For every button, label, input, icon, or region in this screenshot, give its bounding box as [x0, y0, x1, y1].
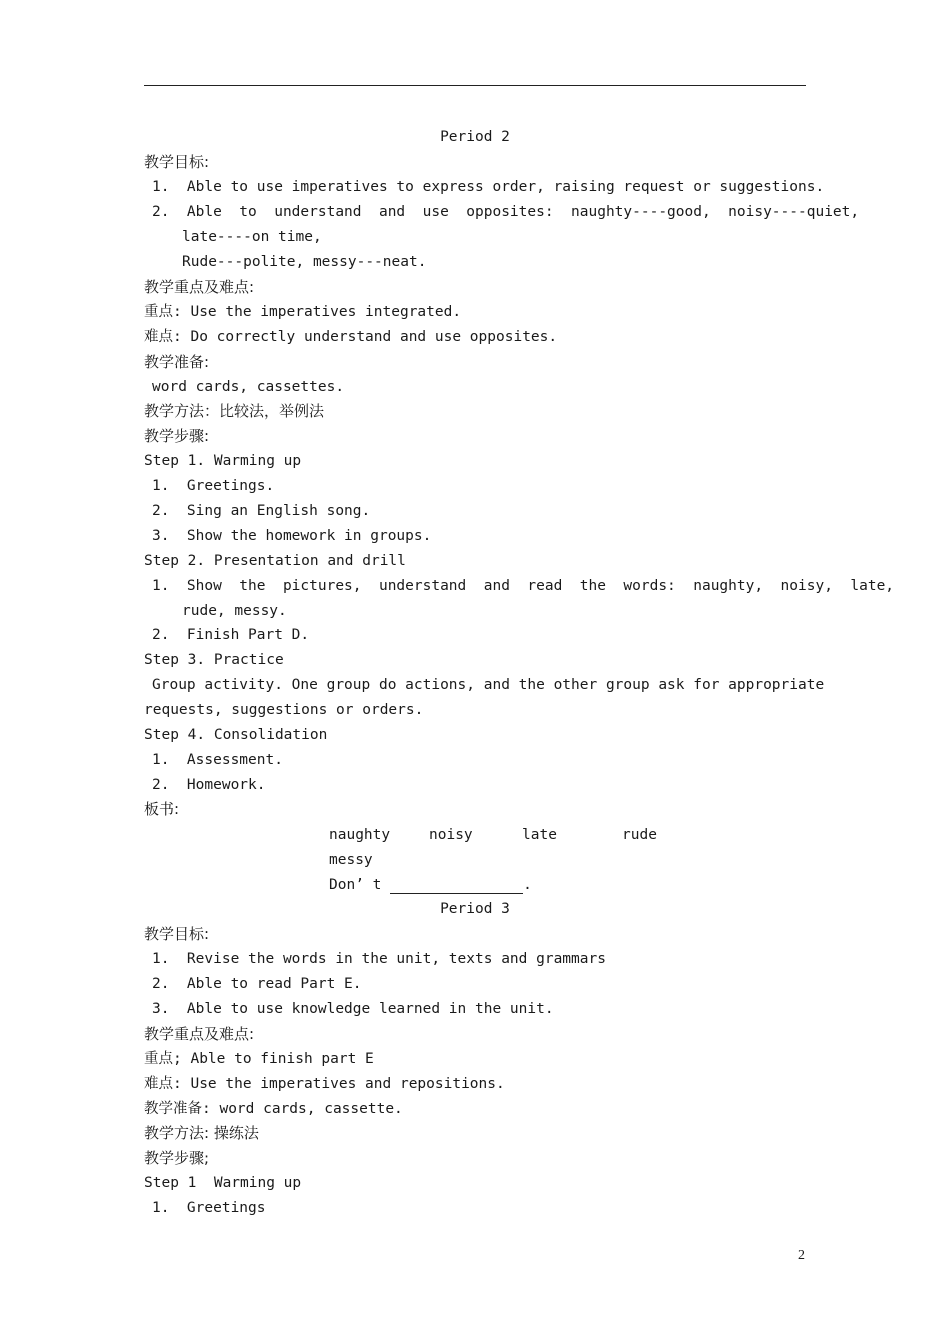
step-item: 1. Assessment.	[152, 752, 283, 768]
step-item: 2. Homework.	[152, 777, 266, 793]
header-rule	[144, 85, 806, 86]
key-heading: 教学重点及难点:	[144, 1025, 255, 1043]
period-3-title: Period 3	[440, 901, 510, 917]
difficult-point: 难点: Use the imperatives and repositions.	[144, 1076, 505, 1092]
method-text: 教学方法: 操练法	[144, 1124, 259, 1142]
goal-item: 2. Able to read Part E.	[152, 976, 362, 992]
board-heading: 板书:	[144, 800, 180, 818]
board-sentence	[329, 876, 532, 894]
board-word: rude	[622, 827, 657, 843]
fill-blank	[390, 879, 523, 894]
step-3-text-continued: requests, suggestions or orders.	[144, 702, 424, 718]
step-item: 1. Show the pictures, understand and read the words: naughty, noisy, late,	[152, 578, 895, 594]
key-point: 重点: Use the imperatives integrated.	[144, 304, 462, 320]
period-2-title: Period 2	[440, 129, 510, 145]
board-dot: .	[523, 877, 532, 893]
step-item: 2. Sing an English song.	[152, 503, 371, 519]
step-1-heading: Step 1 Warming up	[144, 1175, 302, 1191]
steps-heading: 教学步骤;	[144, 1149, 210, 1167]
board-dont: Don’ t	[329, 877, 382, 893]
goal-item: 2. Able to understand and use opposites: naughty----good, noisy----quiet,	[152, 204, 860, 220]
method-text: 教学方法：比较法，举例法	[144, 402, 325, 420]
board-word: noisy	[429, 827, 473, 843]
difficult-point: 难点: Do correctly understand and use opposites.	[144, 329, 558, 345]
goal-item: 1. Revise the words in the unit, texts and grammars	[152, 951, 606, 967]
goals-heading: 教学目标:	[144, 153, 210, 171]
steps-heading: 教学步骤:	[144, 427, 210, 445]
prep-heading: 教学准备:	[144, 353, 210, 371]
page-number: 2	[798, 1248, 805, 1263]
step-item: 1. Greetings	[152, 1200, 266, 1216]
key-point: 重点; Able to finish part E	[144, 1051, 374, 1067]
goals-heading: 教学目标:	[144, 925, 210, 943]
key-heading: 教学重点及难点:	[144, 278, 255, 296]
step-2-heading: Step 2. Presentation and drill	[144, 553, 406, 569]
goal-item-continued: Rude---polite, messy---neat.	[182, 254, 427, 270]
goal-item: 1. Able to use imperatives to express order, raising request or suggestions.	[152, 179, 825, 195]
step-3-heading: Step 3. Practice	[144, 652, 284, 668]
step-4-heading: Step 4. Consolidation	[144, 727, 328, 743]
board-word: naughty	[329, 827, 391, 843]
board-word: late	[522, 827, 557, 843]
step-item-continued: rude, messy.	[182, 603, 287, 619]
goal-item-continued: late----on time,	[182, 229, 322, 245]
goal-item: 3. Able to use knowledge learned in the unit.	[152, 1001, 554, 1017]
board-word: messy	[329, 852, 373, 868]
step-item: 3. Show the homework in groups.	[152, 528, 432, 544]
step-1-heading: Step 1. Warming up	[144, 453, 302, 469]
step-item: 2. Finish Part D.	[152, 627, 310, 643]
step-3-text: Group activity. One group do actions, and the other group ask for appropriate	[152, 677, 825, 693]
prep-text: word cards, cassettes.	[152, 379, 345, 395]
step-item: 1. Greetings.	[152, 478, 275, 494]
prep-text: 教学准备: word cards, cassette.	[144, 1101, 403, 1117]
